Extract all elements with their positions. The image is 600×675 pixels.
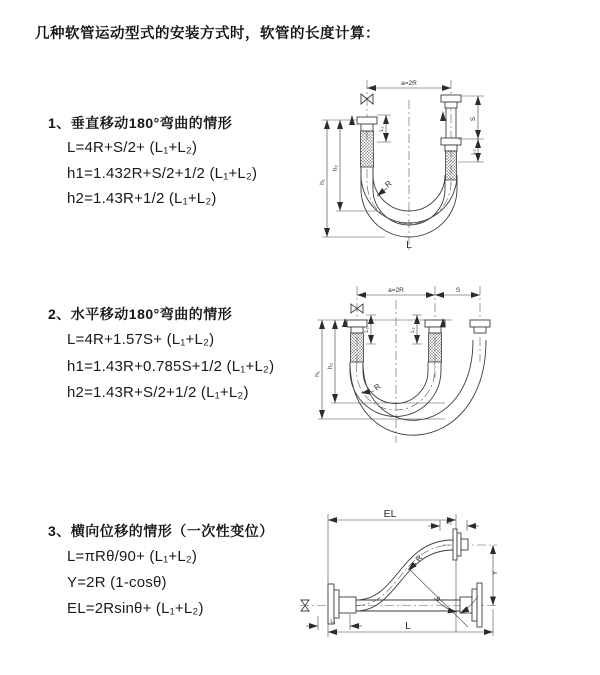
original-flange-hub [460,597,472,613]
radius-label: R [372,381,383,393]
left-hose-braid [351,333,364,362]
hose-u2-inner [363,340,473,420]
displaced-flange-plate-inner [457,533,461,556]
radius-leader [377,188,387,196]
section2-formula-h2: h2=1.43R+S/2+1/2 (L₁+L₂) [67,384,249,401]
right-hose-braid [446,151,457,180]
diagram-lateral-displacement [298,505,598,650]
diagram-vertical-180-bend [313,75,600,255]
section1-formula-h1: h1=1.432R+S/2+1/2 (L₁+L₂) [67,165,258,182]
h-extension-lines [322,120,385,237]
radius-label: R [413,553,425,564]
right-lower-flange-hub [445,145,457,151]
left-flange-hub [351,327,363,333]
dim-label-h1: h₁ [314,371,321,377]
hose-u2-outer [350,340,486,435]
section3-heading: 3、横向位移的情形（一次性变位） [48,523,274,539]
h-extension-lines [318,403,445,419]
dim-label-h1: h₁ [319,179,326,185]
length-label: L [406,239,412,251]
original-flange-plate-outer [477,583,482,627]
dim-label-l: L [405,620,411,632]
angle-label: θ [436,596,440,603]
dim-label-l1: L₁ [379,126,385,132]
middle-flange-hub [429,327,441,333]
left-hose-braid [361,131,374,167]
left-flange-hub [339,597,356,613]
section2-formula-h1: h1=1.43R+0.785S+1/2 (L₁+L₂) [67,358,275,375]
dim-label-l2: L₂ [446,520,452,526]
section3-formula-EL: EL=2Rsinθ+ (L₁+L₂) [67,600,204,617]
hose-scurve-upper-wall [356,540,453,600]
section3-formula-Y: Y=2R (1-cosθ) [67,574,167,591]
displaced-flange-stub [461,539,468,550]
section2-formula-L: L=4R+1.57S+ (L₁+L₂) [67,331,215,348]
hose-u1-inner [363,362,428,404]
left-flange-plate-inner [334,590,339,618]
dim-label-s: S [455,287,461,294]
left-flange-plate-outer [328,584,334,624]
section3-formula-L: L=πRθ/90+ (L₁+L₂) [67,548,198,565]
left-flange-hub [361,124,373,131]
right-upper-flange-plate [441,95,461,102]
dim-label-a2r: a=2R [401,80,417,87]
dim-label-l2: L₂ [471,149,477,155]
section1-formula-h2: h2=1.43R+1/2 (L₁+L₂) [67,190,217,207]
dim-label-el: EL [383,508,397,520]
section2-heading: 2、水平移动180°弯曲的情形 [48,306,233,322]
displaced-flange-plate-outer [453,529,457,560]
middle-hose-braid [429,333,442,362]
move-up-arrow-right [440,111,446,121]
original-flange-plate-inner [472,589,477,621]
radius-label: R [383,178,394,190]
right-flange-hub [474,327,486,333]
dim-label-l2: L₂ [410,327,416,333]
dim-label-h2: h₂ [327,362,334,370]
section1-formula-L: L=4R+S/2+ (L₁+L₂) [67,139,198,156]
dim-label-y: Y [492,570,499,576]
diagram-horizontal-180-bend [312,282,564,452]
left-flange-plate [357,117,377,124]
dim-label-h2: h₂ [332,164,339,172]
right-flange-plate [470,320,490,327]
dim-label-l1: L₁ [330,619,336,625]
dim-label-l1: L₁ [364,327,370,333]
right-upper-flange-hub [445,102,457,108]
dim-label-a2r: a=2R [388,287,404,294]
left-flange-plate [347,320,367,327]
page-title: 几种软管运动型式的安装方式时，软管的长度计算： [35,26,380,42]
section1-heading: 1、垂直移动180°弯曲的情形 [48,115,233,131]
dim-label-s: S [470,116,477,122]
